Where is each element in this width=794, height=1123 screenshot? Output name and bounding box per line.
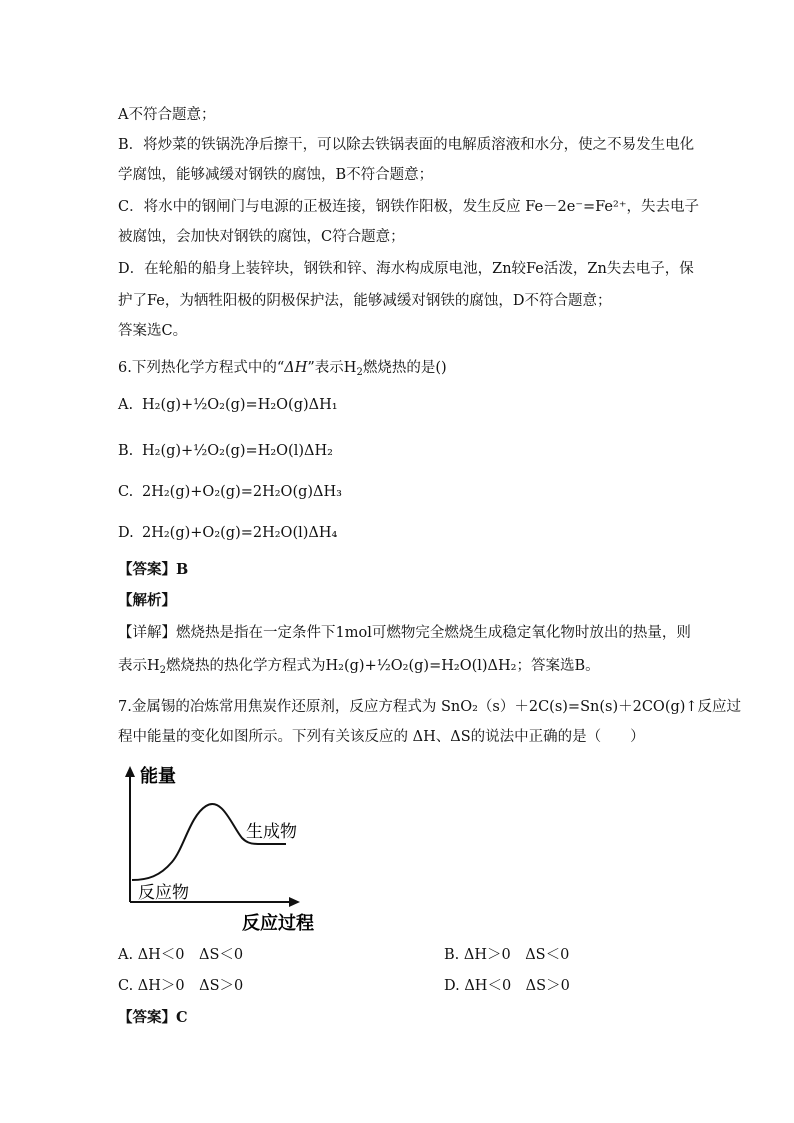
- y-axis-arrow: [125, 766, 135, 777]
- option-a: A. ΔH＜0 ΔS＜0: [118, 947, 244, 963]
- equation: H₂(g)+½O₂(g)=H₂O(g)ΔH₁: [142, 397, 338, 413]
- option-a: [118, 395, 338, 415]
- h2-subscript: 2: [356, 367, 363, 378]
- detail-part: 表示: [118, 658, 147, 674]
- answer-7: 【答案】C: [118, 1009, 188, 1026]
- question-6-stem: [118, 358, 447, 383]
- equation: H₂(g)+½O₂(g)=H₂O(l)ΔH₂: [325, 658, 517, 674]
- detail-line: 【详解】燃烧热是指在一定条件下1mol可燃物完全燃烧生成稳定氧化物时放出的热量，则: [118, 625, 691, 641]
- option-label: B.: [118, 443, 134, 459]
- h2-symbol: H: [343, 360, 357, 376]
- option-label: C.: [118, 484, 134, 500]
- option-d: D. ΔH＜0 ΔS＞0: [444, 978, 570, 994]
- text-line: C．将水中的钢闸门与电源的正极连接，钢铁作阳极，发生反应 Fe－2e⁻=Fe²⁺，失去电子: [118, 199, 699, 215]
- text-line: 护了Fe，为牺牲阳极的阴极保护法，能够减缓对钢铁的腐蚀，D不符合题意；: [118, 293, 612, 309]
- text-line: B．将炒菜的铁锅洗净后擦干，可以除去铁锅表面的电解质溶液和水分，使之不易发生电化: [118, 137, 695, 153]
- question-7-stem: 7.金属锡的冶炼常用焦炭作还原剂，反应方程式为 SnO₂（s）＋2C(s)=Sn(s)＋2CO(g)↑反应过: [118, 699, 742, 715]
- text-line: 被腐蚀，会加快对钢铁的腐蚀，C符合题意；: [118, 229, 405, 245]
- text-line: A不符合题意；: [118, 107, 216, 123]
- detail-part: 燃烧热的热化学方程式为: [166, 658, 326, 674]
- text-line: D．在轮船的船身上装锌块，钢铁和锌、海水构成原电池，Zn较Fe活泼，Zn失去电子，保: [118, 261, 694, 277]
- x-axis-arrow: [289, 897, 300, 907]
- analysis-heading: 【解析】: [118, 592, 176, 609]
- option-c: [118, 482, 342, 502]
- option-b: B. ΔH＞0 ΔS＜0: [444, 947, 570, 963]
- equation: 2H₂(g)+O₂(g)=2H₂O(l)ΔH₄: [142, 525, 338, 541]
- text-line: 学腐蚀，能够减缓对钢铁的腐蚀，B不符合题意；: [118, 167, 434, 183]
- option-b: [118, 441, 333, 461]
- equation: H₂(g)+½O₂(g)=H₂O(l)ΔH₂: [142, 443, 333, 459]
- reactant-label: 反应物: [138, 883, 189, 903]
- h2-symbol: H: [147, 658, 160, 674]
- option-c: C. ΔH＞0 ΔS＞0: [118, 978, 244, 994]
- detail-part: ；答案选B。: [516, 658, 600, 674]
- x-axis-label: 反应过程: [242, 913, 314, 932]
- equation: 2H₂(g)+O₂(g)=2H₂O(g)ΔH₃: [142, 484, 342, 500]
- delta-h-symbol: ΔH: [284, 360, 308, 376]
- option-label: D.: [118, 525, 134, 541]
- option-label: A.: [118, 397, 134, 413]
- option-d: [118, 523, 337, 543]
- product-label: 生成物: [246, 822, 297, 842]
- stem-part: 燃烧热的是(): [362, 360, 447, 376]
- answer-6: 【答案】B: [118, 561, 189, 578]
- stem-part: ”表示: [307, 360, 344, 376]
- question-7-stem: 程中能量的变化如图所示。下列有关该反应的 ΔH、ΔS的说法中正确的是（ ）: [118, 729, 645, 745]
- stem-part: 6.下列热化学方程式中的“: [118, 360, 285, 376]
- h2-subscript: 2: [159, 665, 167, 676]
- detail-equation-line: [118, 656, 600, 681]
- energy-diagram: [118, 762, 338, 932]
- text-line: 答案选C。: [118, 323, 188, 339]
- y-axis-label: 能量: [140, 766, 176, 787]
